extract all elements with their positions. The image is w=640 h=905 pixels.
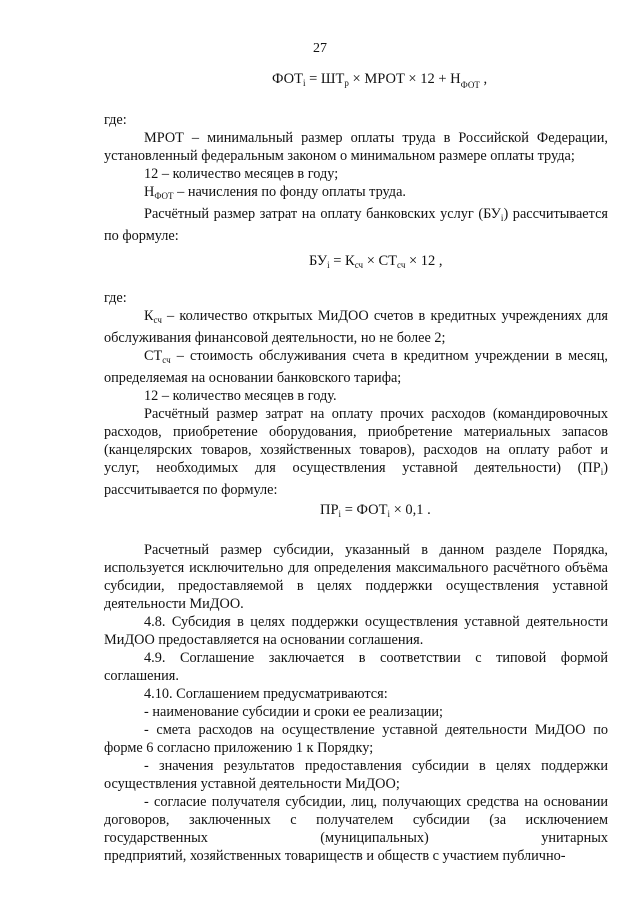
formula-fot-rhs-b: × МРОТ × 12 + Н: [348, 71, 461, 87]
formula-fot-lhs: ФОТ: [272, 71, 303, 87]
k-text: – количество открытых МиДОО счетов в кредитных учреждениях для обслуживания финансовой деятельности, но не более 2;: [104, 308, 608, 346]
agreement-item-1: - наименование субсидии и сроки ее реализации;: [144, 704, 443, 720]
where-label-2: где:: [104, 290, 127, 306]
st-symbol: СТ: [144, 348, 163, 364]
formula-pr-tail: × 0,1 .: [389, 502, 431, 518]
pr-intro-part2: ) рассчитывается по формуле:: [104, 460, 608, 498]
formula-fot-rhs-a-sub: р: [344, 78, 349, 88]
clause-4-9: 4.9. Соглашение заключается в соответствии с типовой формой соглашения.: [104, 650, 608, 684]
formula-fot-tail: ,: [479, 71, 488, 87]
where-label-1: где:: [104, 112, 127, 128]
formula-bu-rhs-b-sub: сч: [397, 260, 406, 270]
bu-intro-part1: Расчётный размер затрат на оплату банковских услуг (БУ: [144, 206, 501, 222]
pr-intro: [104, 405, 608, 499]
n-symbol: Н: [144, 184, 155, 200]
formula-fot-lhs-sub: i: [302, 78, 306, 88]
formula-pr-rhs-a-sub: i: [387, 509, 390, 519]
agreement-item-2: - смета расходов на осуществление уставной деятельности МиДОО по форме 6 согласно приложению 1 к Порядку;: [104, 722, 608, 756]
text-block-2: [104, 289, 608, 499]
subsidy-size-paragraph: Расчетный размер субсидии, указанный в данном разделе Порядка, используется исключительно для определения максимального расчётного объёма субсидии, предоставляемой в целях поддержки осуществления уставной деятельности МиДОО.: [104, 542, 608, 612]
formula-pr-rhs-a: = ФОТ: [341, 502, 388, 518]
pr-intro-sub: i: [600, 467, 604, 477]
formula-bu-tail: × 12 ,: [405, 253, 443, 269]
formula-bu-lhs-sub: i: [327, 260, 330, 270]
text-block-1: [104, 111, 608, 245]
formula-fot-rhs-b-sub: ФОТ: [460, 80, 480, 90]
mrot-definition: МРОТ – минимальный размер оплаты труда в Российской Федерации, установленный федеральным законом о минимальном размере оплаты труда;: [104, 130, 608, 164]
page-number: 27: [313, 41, 327, 56]
agreement-item-3: - значения результатов предоставления субсидии в целях поддержки осуществления уставной деятельности МиДОО;: [104, 758, 608, 792]
k-symbol-sub: сч: [153, 315, 162, 325]
months-definition-1: 12 – количество месяцев в году;: [144, 166, 339, 182]
formula-pr: [320, 502, 431, 519]
formula-bu-rhs-a-sub: сч: [354, 260, 364, 270]
bu-intro: [104, 205, 608, 245]
n-fot-definition: [104, 183, 608, 205]
k-symbol: К: [144, 308, 154, 324]
agreement-item-4: - согласие получателя субсидии, лиц, получающих средства на основании договоров, заключенных с получателем субсидии (за исключением государственных (муниципальных) унитарных: [104, 794, 608, 846]
pr-intro-part1: Расчётный размер затрат на оплату прочих расходов (командировочных расходов, приобретение оборудования, приобретение материальных запасов (канцелярских товаров, хозяйственных товаров), расходов на оплату работ и услуг, необходимых для осуществления уставной деятельности) (ПР: [104, 406, 608, 476]
formula-bu-rhs-a: = К: [329, 253, 355, 269]
text-block-3: [104, 541, 608, 865]
formula-bu: [309, 253, 443, 270]
st-symbol-sub: сч: [162, 355, 171, 365]
bu-intro-part2: ) рассчитывается по формуле:: [104, 206, 608, 244]
formula-pr-lhs: ПР: [320, 502, 339, 518]
formula-bu-rhs-b: × СТ: [363, 253, 398, 269]
st-text: – стоимость обслуживания счета в кредитном учреждении в месяц, определяемая на основании банковского тарифа;: [104, 348, 608, 386]
months-definition-2: 12 – количество месяцев в году.: [144, 388, 337, 404]
st-definition: [104, 347, 608, 387]
n-symbol-sub: ФОТ: [154, 191, 174, 201]
k-definition: [104, 307, 608, 347]
formula-fot-rhs-a: = ШТ: [305, 71, 345, 87]
agreement-item-4-tail: предприятий, хозяйственных товариществ и обществ с участием публично-: [104, 848, 566, 864]
formula-fot: [272, 71, 487, 90]
formula-bu-lhs: БУ: [309, 253, 328, 269]
clause-4-8: 4.8. Субсидия в целях поддержки осуществления уставной деятельности МиДОО предоставляется на основании соглашения.: [104, 614, 608, 648]
clause-4-10: 4.10. Соглашением предусматриваются:: [144, 686, 388, 702]
formula-pr-lhs-sub: i: [338, 509, 342, 519]
n-fot-text: – начисления по фонду оплаты труда.: [173, 184, 406, 200]
bu-intro-sub: i: [500, 213, 504, 223]
